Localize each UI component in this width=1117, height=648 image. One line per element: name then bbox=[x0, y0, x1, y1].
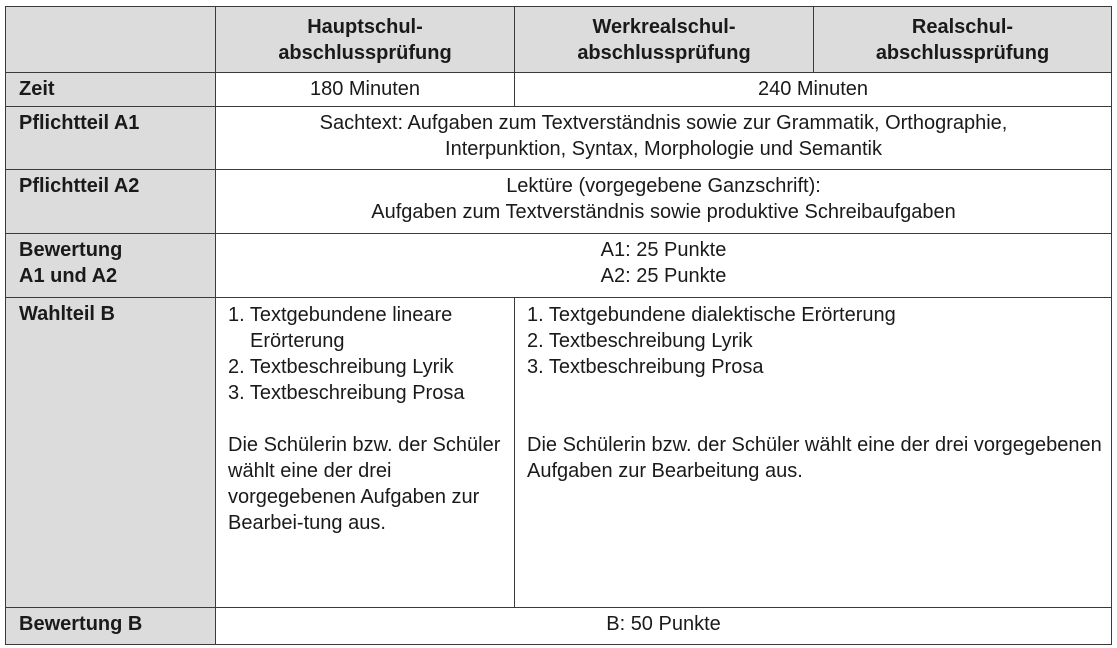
wahlteil-werk-real bbox=[515, 298, 1112, 608]
list-item: 1. Textgebundene dialektische Erörterung bbox=[527, 304, 896, 326]
header-row bbox=[6, 7, 1112, 73]
zeit-hauptschul: 180 Minuten bbox=[216, 73, 515, 107]
bewertung-a-label-line2: A1 und A2 bbox=[19, 265, 118, 287]
list-item: 2. Textbeschreibung Lyrik bbox=[228, 356, 454, 378]
list-item: 3. Textbeschreibung Prosa bbox=[527, 356, 764, 378]
list-item: 1. Textgebundene lineare Erörterung bbox=[228, 304, 453, 352]
bewertung-a2-points: A2: 25 Punkte bbox=[600, 265, 727, 287]
a1-line2: Interpunktion, Syntax, Morphologie und Semantik bbox=[445, 138, 882, 160]
header-realschul bbox=[814, 7, 1112, 73]
corner-cell bbox=[6, 7, 216, 73]
row-label-a1: Pflichtteil A1 bbox=[6, 107, 216, 170]
bewertung-a1-points: A1: 25 Punkte bbox=[600, 239, 727, 261]
wahlteil-hauptschul-note: Die Schülerin bzw. der Schüler wählt eine der drei vorgegebenen Aufgaben zur Bearbei-tung aus. bbox=[228, 434, 501, 534]
row-zeit bbox=[6, 73, 1112, 107]
row-bewertung-a bbox=[6, 234, 1112, 298]
header-werkrealschul-line1: Werkrealschul- bbox=[592, 15, 736, 38]
row-label-bewertung-a bbox=[6, 234, 216, 298]
row-bewertung-b bbox=[6, 608, 1112, 645]
row-label-a2: Pflichtteil A2 bbox=[6, 170, 216, 234]
wahlteil-werk-real-note: Die Schülerin bzw. der Schüler wählt eine der drei vorgegebenen Aufgaben zur Bearbeitung aus. bbox=[527, 434, 1102, 482]
wahlteil-hauptschul-list bbox=[228, 302, 508, 406]
row-wahlteil-b bbox=[6, 298, 1112, 608]
header-werkrealschul-line2: abschlussprüfung bbox=[577, 41, 751, 64]
list-item: 2. Textbeschreibung Lyrik bbox=[527, 330, 753, 352]
bewertung-b-content: B: 50 Punkte bbox=[216, 608, 1112, 645]
header-hauptschul bbox=[216, 7, 515, 73]
wahlteil-hauptschul bbox=[216, 298, 515, 608]
header-werkrealschul bbox=[515, 7, 814, 73]
a2-line1: Lektüre (vorgegebene Ganzschrift): bbox=[506, 175, 821, 197]
a1-line1: Sachtext: Aufgaben zum Textverständnis sowie zur Grammatik, Orthographie, bbox=[319, 112, 1008, 134]
row-label-zeit: Zeit bbox=[6, 73, 216, 107]
zeit-werk-real: 240 Minuten bbox=[515, 73, 1112, 107]
a1-content bbox=[216, 107, 1112, 170]
header-realschul-line2: abschlussprüfung bbox=[875, 41, 1050, 64]
header-realschul-line1: Realschul- bbox=[911, 15, 1014, 38]
a2-content bbox=[216, 170, 1112, 234]
row-label-bewertung-b: Bewertung B bbox=[6, 608, 216, 645]
row-pflichtteil-a2 bbox=[6, 170, 1112, 234]
list-item: 3. Textbeschreibung Prosa bbox=[228, 382, 465, 404]
row-label-wahlteil: Wahlteil B bbox=[6, 298, 216, 608]
bewertung-a-label-line1: Bewertung bbox=[19, 239, 123, 261]
row-pflichtteil-a1 bbox=[6, 107, 1112, 170]
wahlteil-werk-real-list bbox=[527, 302, 1105, 380]
bewertung-a-content bbox=[216, 234, 1112, 298]
header-hauptschul-line2: abschlussprüfung bbox=[278, 41, 452, 64]
header-hauptschul-line1: Hauptschul- bbox=[307, 15, 423, 38]
a2-line2: Aufgaben zum Textverständnis sowie produktive Schreibaufgaben bbox=[371, 201, 956, 223]
exam-overview-table bbox=[5, 6, 1112, 645]
